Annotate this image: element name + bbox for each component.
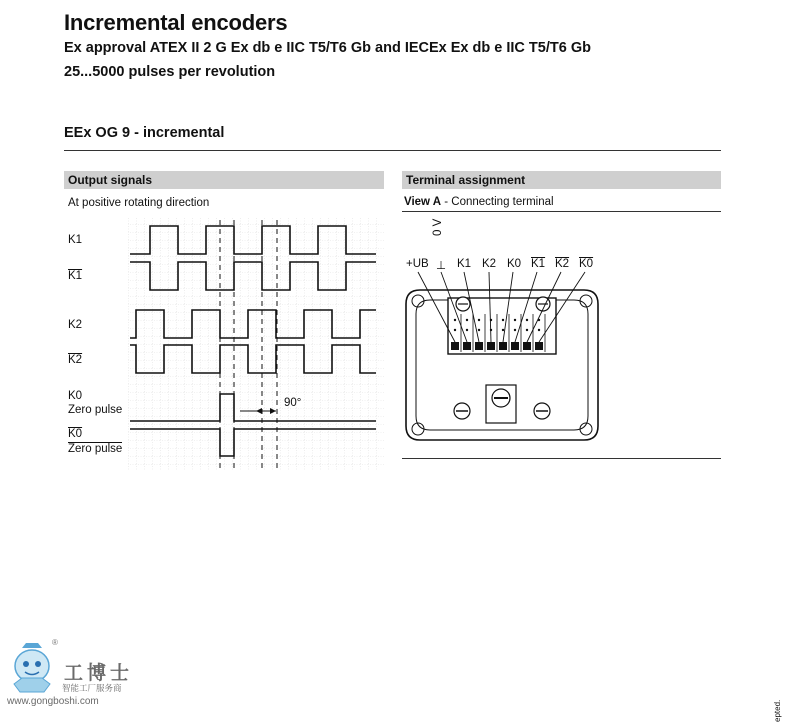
mascot-logo [8, 640, 58, 696]
terminal-label-k2: K2 [482, 258, 497, 270]
terminal-label-k2-bar: K2 [555, 258, 570, 270]
label-k0-bar: K0 [68, 428, 83, 440]
label-zero-pulse: Zero pulse [68, 404, 123, 416]
label-k1-bar: K1 [68, 270, 83, 282]
watermark-brand: 工博士 [64, 662, 134, 684]
terminal-label-k1-bar: K1 [531, 258, 546, 270]
rotation-caption: At positive rotating direction [68, 197, 210, 209]
terminal-label-k0: K0 [507, 258, 522, 270]
zero-volt-label: 0 V [432, 218, 444, 236]
watermark-tagline: 智能工厂服务商 [62, 684, 122, 694]
label-zero-pulse-bar: Zero pulse [68, 443, 123, 455]
terminal-label-ground: ⊥ [436, 260, 447, 272]
terminal-bottom-rule [402, 458, 721, 459]
margin-note: epted. [773, 699, 782, 722]
terminal-assignment-header: Terminal assignment [402, 171, 721, 189]
terminal-label-k1: K1 [457, 258, 472, 270]
watermark-url: www.gongboshi.com [7, 696, 99, 707]
label-k2: K2 [68, 319, 83, 331]
approval-subtitle: Ex approval ATEX II 2 G Ex db e IIC T5/T6 Gb and IECEx Ex db e IIC T5/T6 Gb [64, 40, 591, 56]
section-title: EEx OG 9 - incremental [64, 125, 225, 141]
phase-label: 90° [284, 397, 302, 409]
label-k1: K1 [68, 234, 83, 246]
label-k2-bar: K2 [68, 354, 83, 366]
pulses-subtitle: 25...5000 pulses per revolution [64, 64, 276, 80]
registered-mark: ® [52, 638, 58, 647]
terminal-label-ub: +UB [406, 258, 429, 270]
view-description: - Connecting terminal [441, 196, 554, 208]
label-k0: K0 [68, 390, 83, 402]
page-title: Incremental encoders [64, 10, 288, 35]
output-signals-header: Output signals [64, 171, 384, 189]
view-label: View A [404, 196, 442, 208]
terminal-label-k0-bar: K0 [579, 258, 594, 270]
